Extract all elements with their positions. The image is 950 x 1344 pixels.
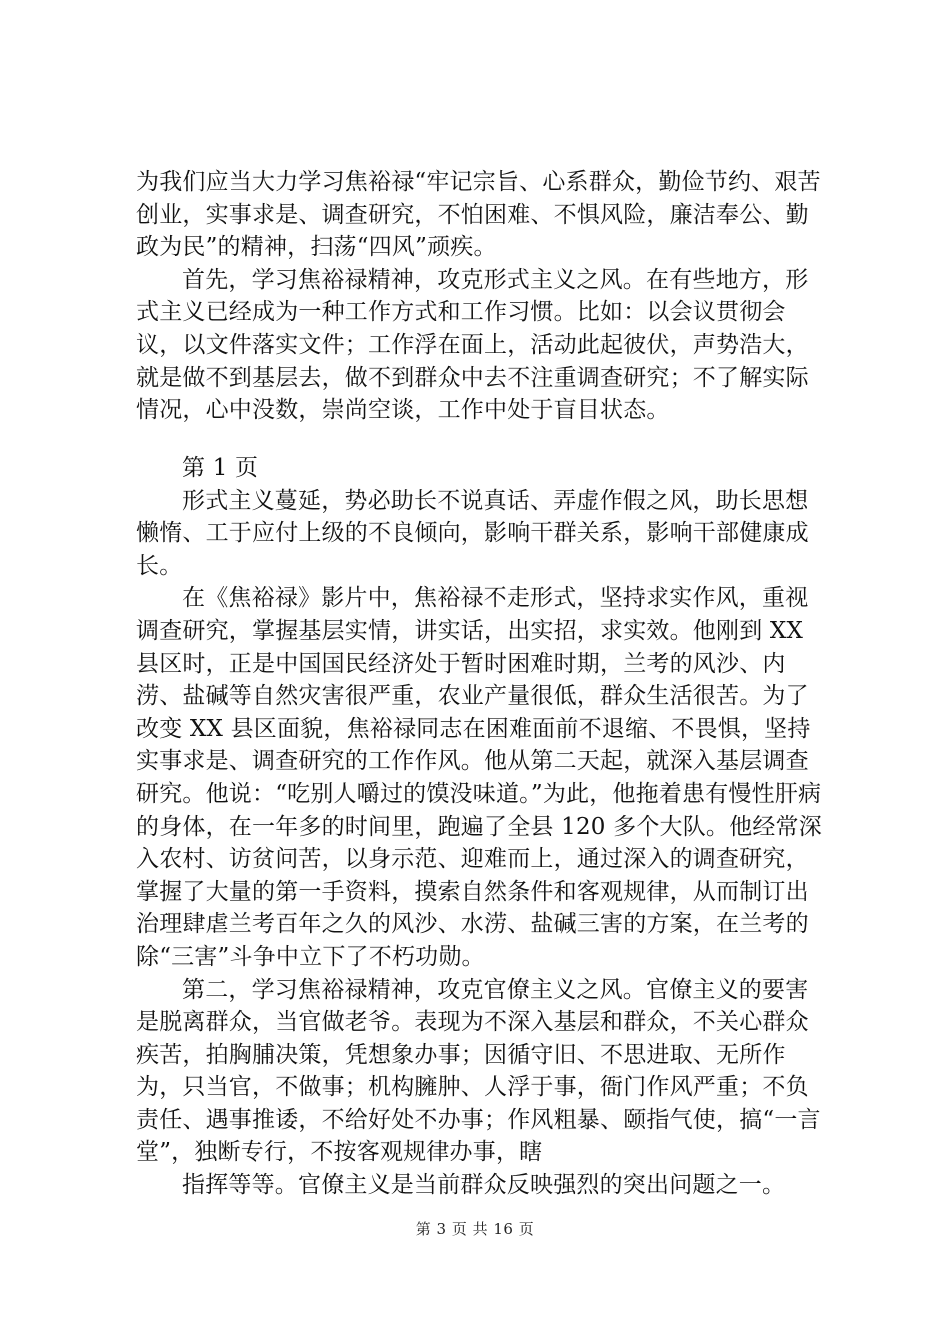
main-text-block bbox=[136, 452, 826, 1202]
paragraph-bureaucratism-end: 指挥等等。官僚主义是当前群众反映强烈的突出问题之一。 bbox=[182, 1172, 786, 1199]
top-text-block bbox=[136, 166, 826, 427]
paragraph-bureaucratism: 第二，学习焦裕禄精神，攻克官僚主义之风。官僚主义的要害是脱离群众，当官做老爷。表现为不深入基层和群众，不关心群众疾苦，拍胸脯决策，凭想象办事；因循守旧、不思进取、无所作为，只当官，不做事；机构臃肿、人浮于事，衙门作风严重；不负责任、遇事推诿，不给好处不办事；作风粗暴、颐指气使，搞“一言堂”，独断专行，不按客观规律办事，瞎 bbox=[136, 976, 821, 1166]
paragraph-formalism-effects: 形式主义蔓延，势必助长不说真话、弄虚作假之风，助长思想懒惰、工于应付上级的不良倾向，影响干群关系，影响干部健康成长。 bbox=[136, 487, 809, 579]
page-footer: 第 3 页 共 16 页 bbox=[415, 1220, 535, 1238]
inline-page-marker: 第 1 页 bbox=[182, 455, 259, 481]
paragraph-film-example: 在《焦裕禄》影片中，焦裕禄不走形式，坚持求实作风，重视调查研究，掌握基层实情，讲实话，出实招，求实效。他刚到 XX 县区时，正是中国国民经济处于暂时困难时期，兰考的风沙、内涝、盐碱等自然灾害很严重，农业产量很低，群众生活很苦。为了改变 XX 县区面貌，焦裕禄同志在困难面前不退缩、不畏惧，坚持实事求是、调查研究的工作作风。他从第二天起，就深入基层调查研究。他说：“吃别人嚼过的馍没味道。”为此，他拖着患有慢性肝病的身体，在一年多的时间里，跑遍了全县 120 多个大队。他经常深入农村、访贫问苦，以身示范、迎难而上，通过深入的调查研究，掌握了大量的第一手资料，摸索自然条件和客观规律，从而制订出治理肆虐兰考百年之久的风沙、水涝、盐碱三害的方案，在兰考的除“三害”斗争中立下了不朽功勋。 bbox=[136, 585, 822, 970]
paragraph-spirit-summary: 为我们应当大力学习焦裕禄“牢记宗旨、心系群众，勤俭节约、艰苦创业，实事求是、调查研究，不怕困难、不惧风险，廉洁奉公、勤政为民”的精神，扫荡“四风”顽疾。 bbox=[136, 169, 821, 261]
paragraph-formalism: 首先，学习焦裕禄精神，攻克形式主义之风。在有些地方，形式主义已经成为一种工作方式和工作习惯。比如：以会议贯彻会议，以文件落实文件；工作浮在面上，活动此起彼伏，声势浩大，就是做不到基层去，做不到群众中去不注重调查研究；不了解实际情况，心中没数，崇尚空谈，工作中处于盲目状态。 bbox=[136, 266, 809, 424]
